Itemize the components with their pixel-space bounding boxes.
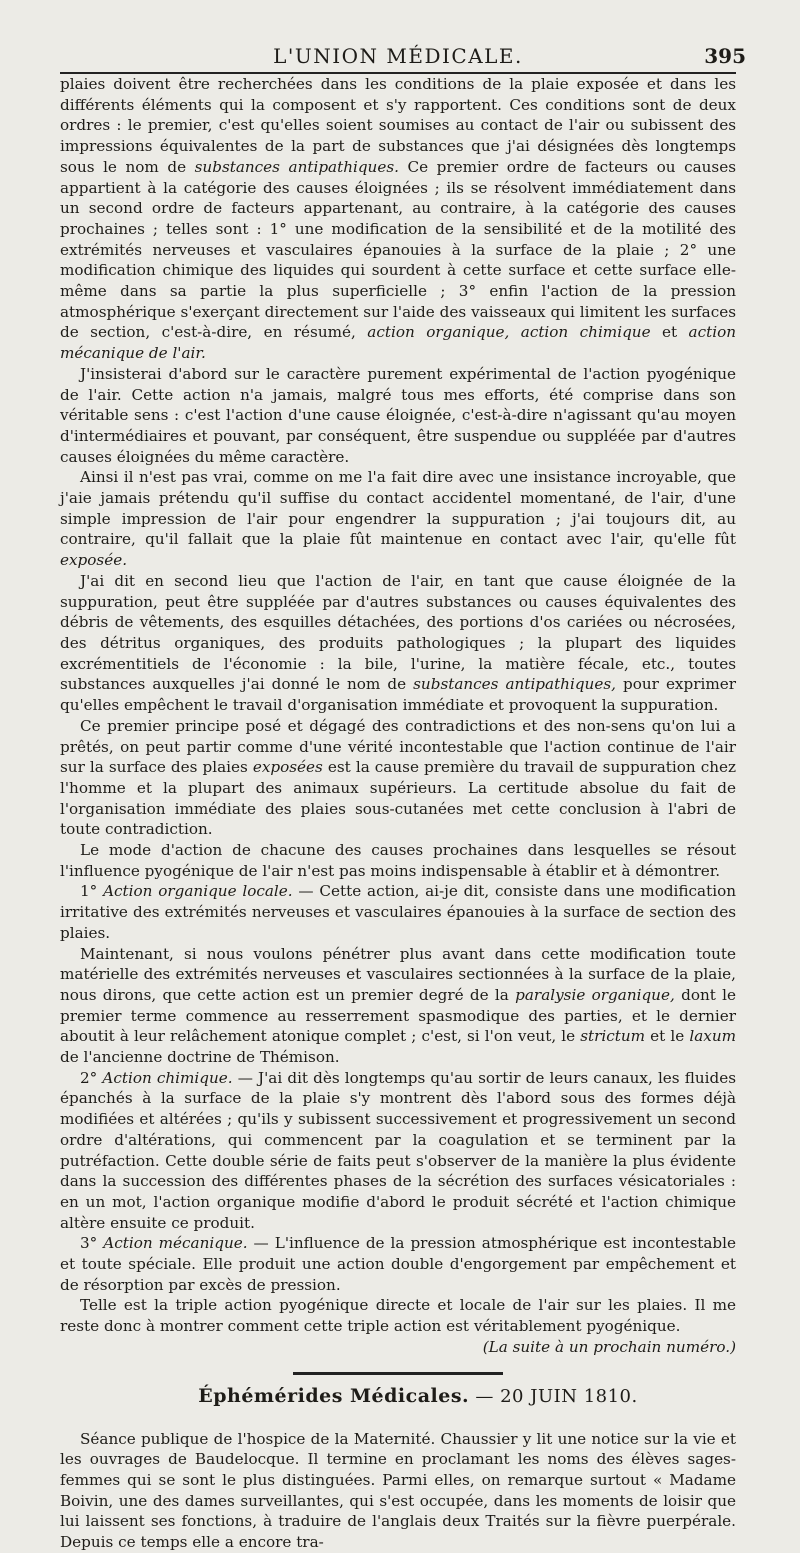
paragraph-2: J'insisterai d'abord sur le caractère purement expérimental de l'action pyogénique de l'air. Cette action n'a jamais, malgré tous mes efforts, été comprise dans son véritable sens : c'est l'action d'une cause éloignée, c'est-à-dire n'agissant qu'au moyen d'intermédiaires et pouvant, par conséquent, être suspendue ou suppléée par d'autres causes éloignées du même caractère.	[60, 364, 736, 466]
page	[60, 30, 746, 1553]
paragraph-8: Maintenant, si nous voulons pénétrer plus avant dans cette modification toute matérielle des extrémités nerveuses et vasculaires sectionnées à la surface de la plaie, nous dirons, que cette action est un premier degré de la paralysie organique, dont le premier terme commence au resserrement spasmodique des parties, et le dernier aboutit à leur relâchement atonique complet ; c'est, si l'on veut, le strictum et le laxum de l'ancienne doctrine de Thémison.	[60, 944, 737, 1067]
paragraph-6: Le mode d'action de chacune des causes prochaines dans lesquelles se résout l'influence pyogénique de l'air n'est pas moins indispensable à établir et à démontrer.	[60, 841, 736, 880]
page-number: 395	[704, 44, 746, 68]
paragraph-3: Ainsi il n'est pas vrai, comme on me l'a fait dire avec une insistance incroyable, que j'aie jamais prétendu qu'il suffise du contact accidentel momentané, de l'air, d'une simple impression de l'air pour engendrer la suppuration ; j'ai toujours dit, au contraire, qu'il fallait que la plaie fût maintenue en contact avec l'air, qu'elle fût exposée.	[60, 468, 736, 570]
paragraph-10: 3° Action mécanique. — L'influence de la pression atmosphérique est incontestable et toute spéciale. Elle produit une action double d'engorgement par empêchement et de résorption par excès de pression.	[60, 1234, 736, 1294]
continued-note: (La suite à un prochain numéro.)	[482, 1337, 736, 1356]
paragraph-7: 1° Action organique locale. — Cette action, ai-je dit, consiste dans une modification irritative des extrémités nerveuses et vasculaires épanouies à la surface de section des plaies.	[60, 882, 736, 942]
section-divider	[293, 1372, 503, 1375]
paragraph-1: plaies doivent être recherchées dans les conditions de la plaie exposée et dans les différents éléments qui la composent et s'y rapportent. Ces conditions sont de deux ordres : le premier, c'est qu'elles soient soumises au contact de l'air ou subissent des impressions équivalentes de la part de substances que j'ai désignées dès longtemps sous le nom de substances antipathiques. Ce premier ordre de facteurs ou causes appartient à la catégorie des causes éloignées ; ils se résolvent immédiatement dans un second ordre de facteurs appartenant, au contraire, à la catégorie des causes prochaines ; telles sont : 1° une modification de la sensibilité et de la motilité des extrémités nerveuses et vasculaires épanouies à la surface de la plaie ; 2° une modification chimique des liquides qui sourdent à cette surface et cette surface elle-même dans sa partie la plus superficielle ; 3° enfin l'action de la pression atmosphérique s'exerçant directement sur l'aide des vaisseaux qui limitent les surfaces de section, c'est-à-dire, en résumé, action organique, action chimique et action mécanique de l'air.	[60, 75, 736, 363]
paragraph-11: Telle est la triple action pyogénique directe et locale de l'air sur les plaies. Il me reste donc à montrer comment cette triple action est véritablement pyogénique.	[60, 1296, 736, 1336]
section-heading: Éphémérides Médicales. — 20 JUIN 1810.	[198, 1384, 638, 1407]
section-title: Éphémérides Médicales.	[198, 1384, 470, 1407]
section-paragraph-1: Séance publique de l'hospice de la Maternité. Chaussier y lit une notice sur la vie et les ouvrages de Baudelocque. Il termine en proclamant les noms des élèves sages-femmes qui se sont le plus distinguées. Parmi elles, on remarque surtout « Madame Boivin, une des dames surveillantes, qui s'est occupée, dans les moments de loisir que lui laissent ses fonctions, à traduire de l'anglais deux Traités sur la fièvre puerpérale. Depuis ce temps elle a encore tra-	[60, 1429, 736, 1552]
running-header	[60, 30, 746, 70]
section-body	[60, 1429, 736, 1553]
section-date: 20 JUIN 1810.	[500, 1385, 638, 1407]
article-body	[60, 74, 736, 1358]
paragraph-9: 2° Action chimique. — J'ai dit dès longtemps qu'au sortir de leurs canaux, les fluides épanchés à la surface de la plaie s'y montrent dès l'abord sous des formes déjà modifiées et altérées ; qu'ils y subissent successivement et progressivement un second ordre d'altérations, qui commencent par la coagulation et se terminent par la putréfaction. Cette double série de faits peut s'observer de la manière la plus évidente dans la succession des différentes phases de la sécrétion des surfaces vésicatoriales : en un mot, l'action organique modifie d'abord le produit sécrété et l'action chimique altère ensuite ce produit.	[60, 1068, 736, 1232]
journal-title: L'UNION MÉDICALE.	[273, 44, 523, 68]
paragraph-5: Ce premier principe posé et dégagé des contradictions et des non-sens qu'on lui a prêtés, on peut partir comme d'une vérité incontestable que l'action continue de l'air sur la surface des plaies exposées est la cause première du travail de suppuration chez l'homme et la plupart des animaux supérieurs. La certitude absolue du fait de l'organisation immédiate des plaies sous-cutanées met cette conclusion à l'abri de toute contradiction.	[60, 716, 737, 839]
paragraph-4: J'ai dit en second lieu que l'action de l'air, en tant que cause éloignée de la suppuration, peut être suppléée par d'autres substances ou causes équivalentes des débris de vêtements, des esquilles détachées, des portions d'os cariées ou nécrosées, des détritus organiques, des produits pathologiques ; la plupart des liquides excrémentitiels de l'économie : la bile, l'urine, la matière fécale, etc., toutes substances auxquelles j'ai donné le nom de substances antipathiques, pour exprimer qu'elles empêchent le travail d'organisation immédiate et provoquent la suppuration.	[60, 571, 736, 715]
